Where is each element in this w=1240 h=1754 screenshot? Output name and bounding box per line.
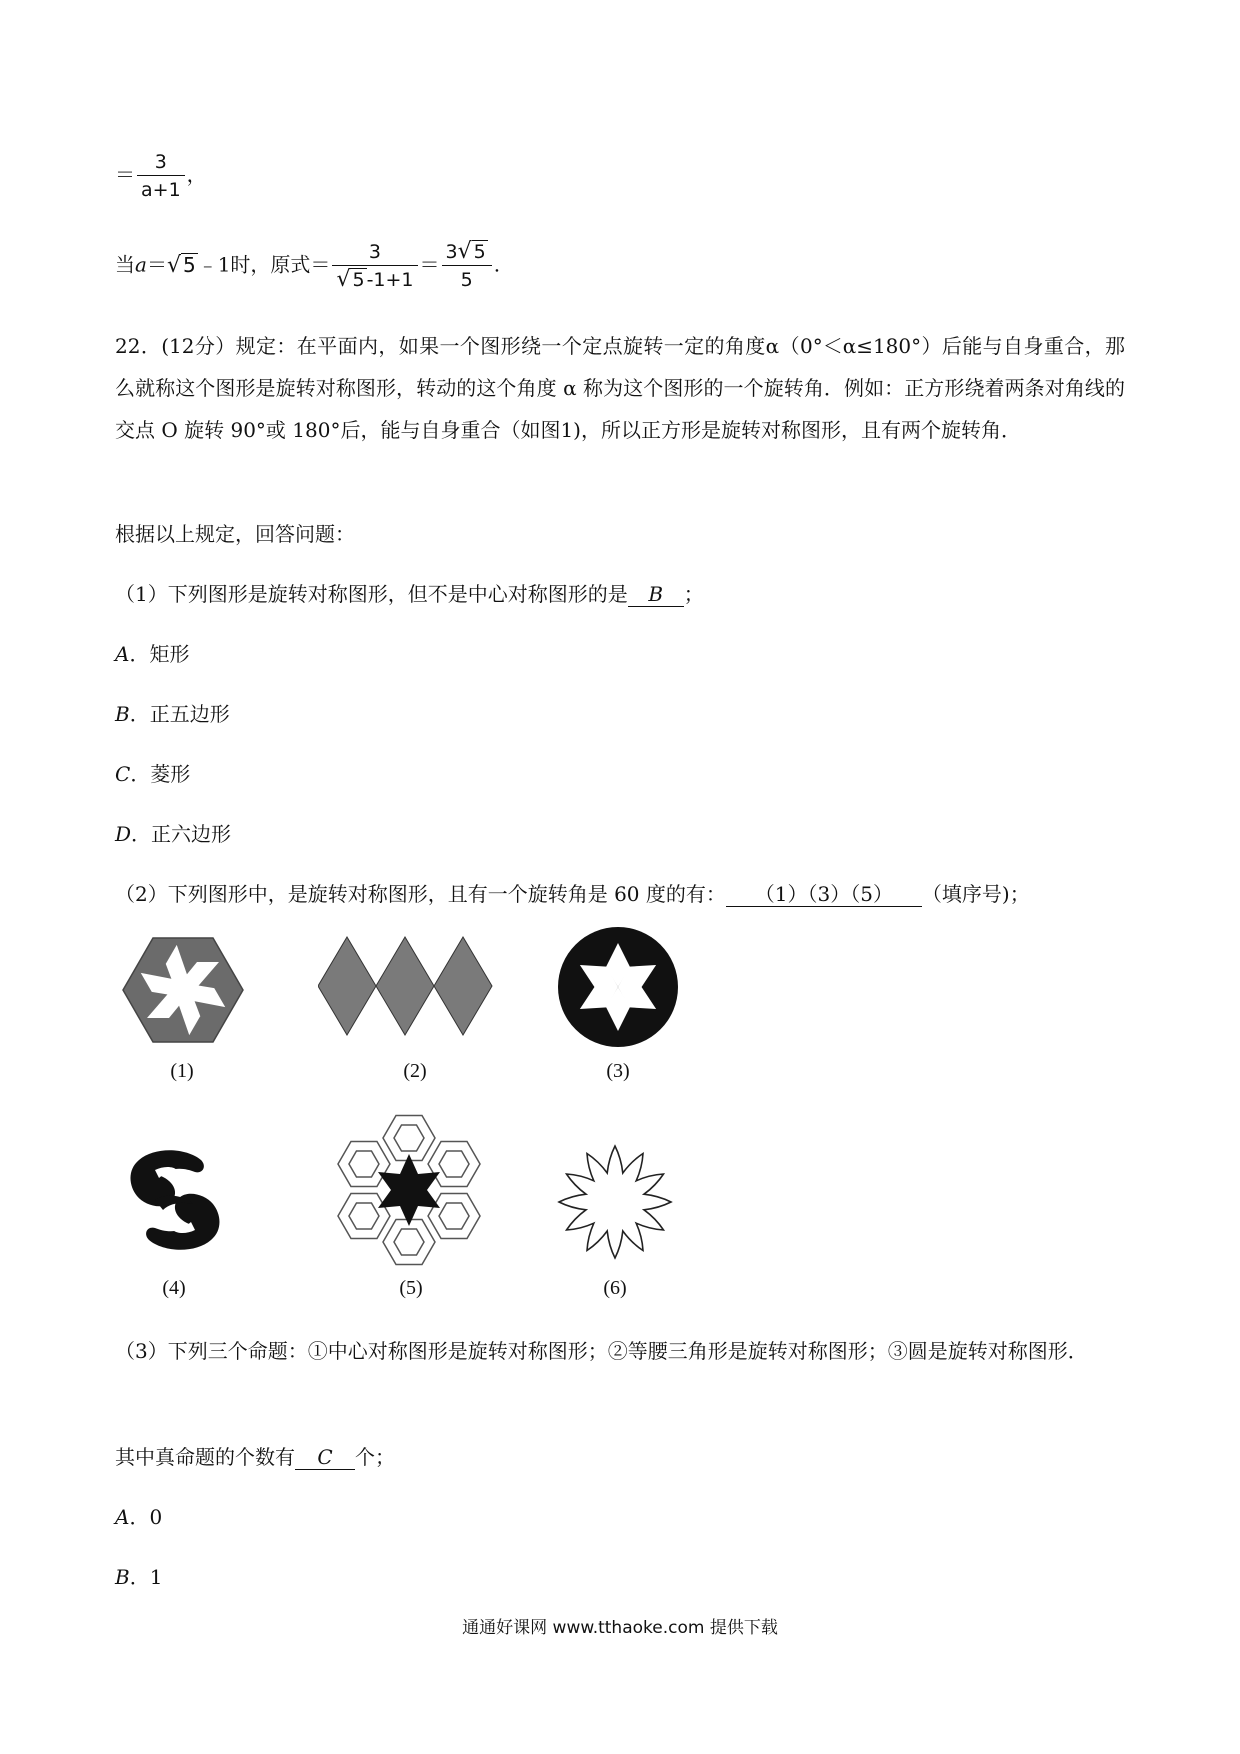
option-letter: A [115,642,130,666]
denominator [332,266,417,292]
part-3-answer: C [295,1445,355,1470]
option-c [115,762,190,786]
equals-sign: ＝ [419,252,440,277]
option-letter: B [115,702,130,726]
numerator: 3 [332,240,417,266]
comma: ， [186,162,207,187]
part-3-end: 个； [355,1445,395,1469]
part-3-question: （3）下列三个命题：①中心对称图形是旋转对称图形；②等腰三角形是旋转对称图形；③圆是旋转对称图形． [115,1339,1088,1363]
part-1-question [115,582,704,607]
option-text: ．正五边形 [129,702,230,726]
option-a-part-3 [115,1505,162,1529]
part-2-text: （2）下列图形中，是旋转对称图形，且有一个旋转角是 60 度的有： [115,882,726,906]
figure-5-label: (5) [399,1277,423,1299]
radicand: 5 [352,269,365,291]
fraction-result [442,240,492,292]
numerator: 3 [137,150,185,176]
radical-icon: √ [457,239,472,264]
part-1-end: ； [683,582,704,606]
part-1-text: （1）下列图形是旋转对称图形，但不是中心对称图形的是 [115,582,628,606]
figure-1-label: (1) [170,1060,194,1082]
option-letter: C [115,762,131,786]
option-letter: D [115,822,132,846]
coefficient: 3 [445,241,458,263]
figure-6-wavy-star [553,1140,677,1264]
part-1-answer: B [628,582,684,607]
option-text: ．矩形 [129,642,190,666]
denominator-rest: -1+1 [366,269,414,291]
figure-6-label: (6) [603,1277,627,1299]
numerator [442,240,492,266]
when-text: 当 [115,252,135,277]
part-2-question [115,882,1030,907]
option-text: ．1 [129,1565,163,1589]
sqrt-5 [336,268,366,292]
figure-1-pinwheel [118,928,248,1052]
minus-text: ﹣1时，原式＝ [197,252,331,277]
sqrt-5 [458,240,488,264]
substitution-line [115,240,500,292]
part-3-prompt [115,1445,395,1470]
figure-3-label: (3) [606,1060,630,1082]
equals-sign: ＝ [146,252,167,277]
option-d [115,822,231,846]
variable-a: a [135,252,147,277]
figure-3-star-circle [556,925,680,1049]
radicand: 5 [473,241,486,263]
option-b-part-3 [115,1565,162,1589]
option-text: ．正六边形 [131,822,232,846]
option-text: ．菱形 [130,762,191,786]
question-22-text: 22．(12分）规定：在平面内，如果一个图形绕一个定点旋转一定的角度α（0°＜α≤180°）后能与自身重合，那么就称这个图形是旋转对称图形，转动的这个角度 α 称为这个图形的一个旋转角．例如：正方形绕着两条对角线的交点 O 旋转 90°或 180°后，能与自身重合（如图1)，所以正方形是旋转对称图形，且有两个旋转角． [115,334,1125,442]
part-2-answer: （1）（3）（5） [726,882,922,907]
radical-icon: √ [166,252,181,278]
figure-4-swirl [115,1140,235,1260]
option-letter: A [115,1505,130,1529]
fraction-3-over-a-plus-1 [137,150,185,202]
part-2-end: （填序号)； [921,882,1030,906]
fraction-step [115,150,207,202]
denominator: 5 [460,269,473,291]
radicand: 5 [182,252,196,277]
option-text: ．0 [129,1505,163,1529]
option-letter: B [115,1565,130,1589]
option-a [115,642,189,666]
wavy-star-outline [559,1146,671,1258]
figure-5-hexagon-rosette [324,1110,494,1270]
equals-sign: ＝ [115,162,135,187]
intro-text: 根据以上规定，回答问题： [115,522,355,546]
figure-2-label: (2) [403,1060,427,1082]
part-3-prompt-text: 其中真命题的个数有 [115,1445,295,1469]
fraction-substituted [332,240,417,292]
denominator: a+1 [141,179,181,201]
sqrt-5 [167,253,198,278]
period: . [493,252,501,277]
figure-2-rhombuses [318,935,496,1037]
option-b [115,702,230,726]
page-footer: 通通好课网 www.tthaoke.com 提供下载 [462,1618,778,1638]
radical-icon: √ [336,267,351,292]
figure-4-label: (4) [162,1277,186,1299]
